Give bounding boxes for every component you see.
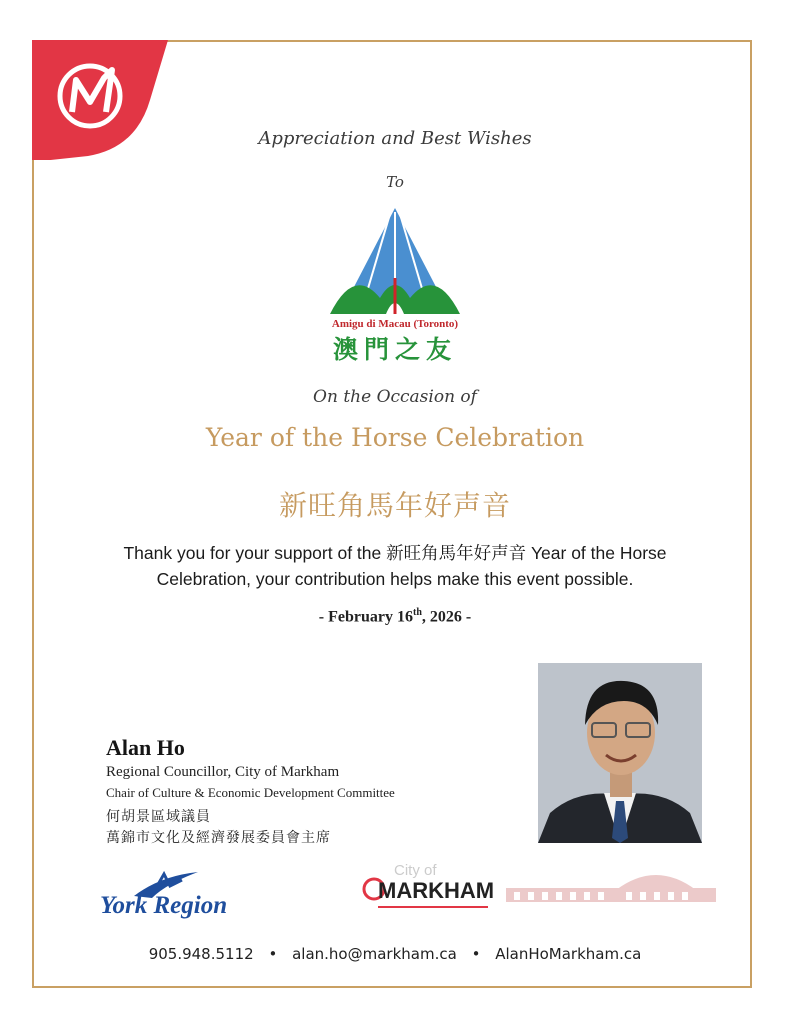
signer-title-cn: 何胡景區域議員 xyxy=(106,809,211,825)
phone-number[interactable]: 905.948.5112 xyxy=(148,945,254,963)
organization-name-cn: 澳門之友 xyxy=(332,335,458,364)
separator-dot: • xyxy=(268,945,278,963)
markham-text: MARKHAM xyxy=(378,878,495,903)
contact-line xyxy=(0,945,790,963)
event-title: Year of the Horse Celebration xyxy=(205,423,585,452)
occasion-text: On the Occasion of xyxy=(313,387,477,407)
city-of-markham-logo xyxy=(362,862,495,920)
markham-city-of-text: City of xyxy=(394,862,437,879)
councillor-portrait xyxy=(538,663,702,843)
separator-dot: • xyxy=(471,945,481,963)
thank-you-line-1: Thank you for your support of the 新旺角馬年好声音 Year of the Horse xyxy=(123,543,667,563)
organization-name-en: Amigu di Macau (Toronto) xyxy=(331,318,459,330)
date-ordinal: th xyxy=(412,607,422,618)
civic-centre-illustration xyxy=(506,860,716,910)
appreciation-text: Appreciation and Best Wishes xyxy=(258,128,532,149)
date-prefix: - February 16 xyxy=(318,608,413,626)
website-link[interactable]: AlanHoMarkham.ca xyxy=(495,945,642,963)
thank-you-line-2: Celebration, your contribution helps make this event possible. xyxy=(156,569,634,589)
signer-committee: Chair of Culture & Economic Development Committee xyxy=(106,785,395,800)
event-date xyxy=(0,607,790,626)
event-title-cn: 新旺角馬年好声音 xyxy=(278,489,511,522)
thank-you-message xyxy=(60,540,730,592)
email-link[interactable]: alan.ho@markham.ca xyxy=(292,945,457,963)
signer-committee-cn: 萬錦市文化及經濟發展委員會主席 xyxy=(106,830,331,846)
date-suffix: , 2026 - xyxy=(421,608,472,626)
york-region-logo xyxy=(100,870,270,922)
to-text: To xyxy=(386,173,404,191)
signer-name: Alan Ho xyxy=(106,735,185,760)
markham-underline xyxy=(378,906,488,908)
york-region-text: York Region xyxy=(100,892,228,919)
signer-title: Regional Councillor, City of Markham xyxy=(106,764,340,780)
amigu-di-macau-logo xyxy=(324,206,466,364)
